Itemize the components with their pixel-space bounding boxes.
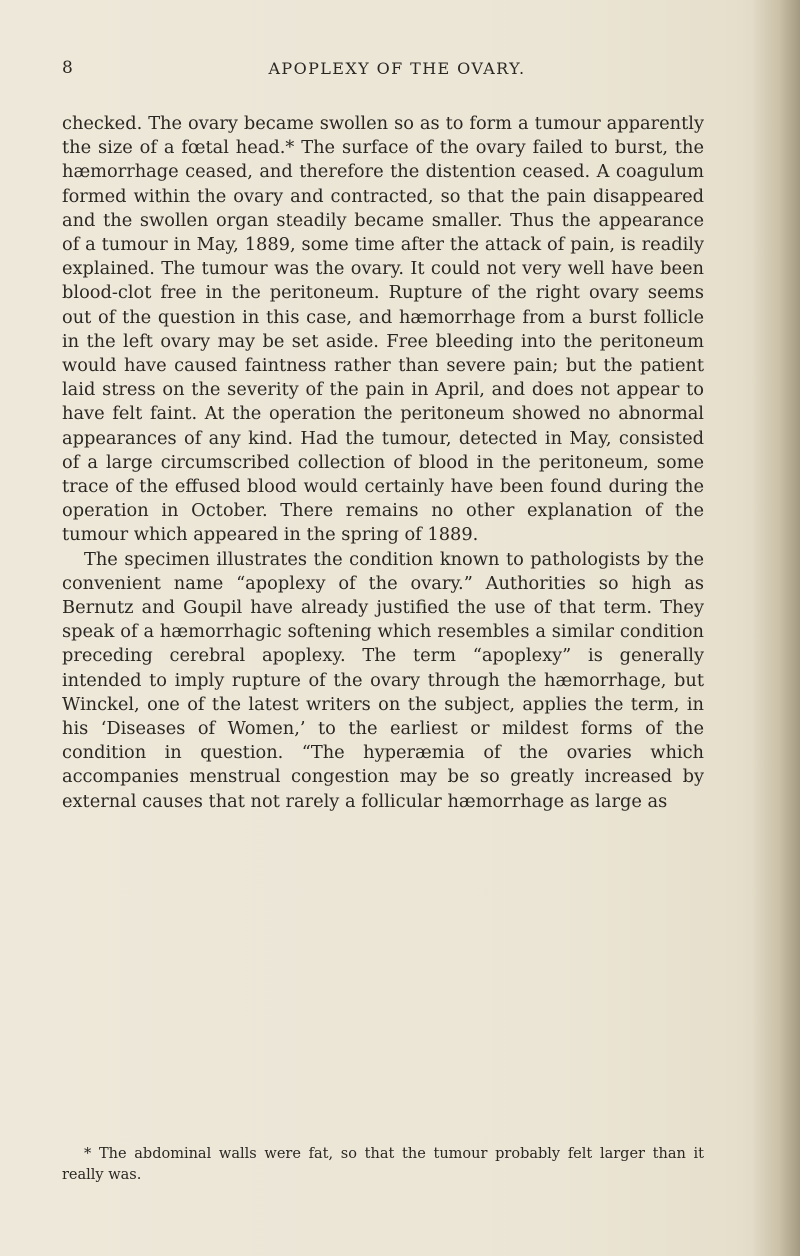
paragraph-2: The specimen illustrates the condition known to pathologists by the convenient name “apoplexy of the ovary.” Authorities so high as Bernutz and Goupil have already justified the use of that term. They speak of a hæmorrhagic softening which resembles a similar condition preceding cerebral apoplexy. The term “apoplexy” is generally intended to imply rupture of the ovary through the hæmorrhage, but Winckel, one of the latest writers on the subject, applies the term, in his ‘Diseases of Women,’ to the earliest or mildest forms of the condition in question. “The hyperæmia of the ovaries which accompanies menstrual congestion may be so greatly increased by external causes that not rarely a follicular hæmorrhage as large as <box>62 548 704 812</box>
page-number: 8 <box>62 58 73 78</box>
footnote <box>62 1144 704 1186</box>
paragraph-1: checked. The ovary became swollen so as to form a tumour apparently the size of a fœtal head.* The surface of the ovary failed to burst, the hæmorrhage ceased, and therefore the distention ceased. A coagulum formed within the ovary and contracted, so that the pain disappeared and the swollen organ steadily became smaller. Thus the appearance of a tumour in May, 1889, some time after the attack of pain, is readily explained. The tumour was the ovary. It could not very well have been blood-clot free in the peritoneum. Rupture of the right ovary seems out of the question in this case, and hæmorrhage from a burst follicle in the left ovary may be set aside. Free bleeding into the peritoneum would have caused faintness rather than severe pain; but the patient laid stress on the severity of the pain in April, and does not appear to have felt faint. At the operation the peritoneum showed no abnormal appearances of any kind. Had the tumour, detected in May, consisted of a large circumscribed collection of blood in the peritoneum, some trace of the effused blood would certainly have been found during the operation in October. There remains no other explanation of the tumour which appeared in the spring of 1889. <box>62 113 704 546</box>
footnote-text: * The abdominal walls were fat, so that the tumour probably felt larger than it really was. <box>62 1146 704 1183</box>
running-title: APOPLEXY OF THE OVARY. <box>268 59 526 78</box>
page-gutter-shadow <box>752 0 800 1256</box>
body-text <box>62 112 704 814</box>
page-header <box>62 58 702 88</box>
